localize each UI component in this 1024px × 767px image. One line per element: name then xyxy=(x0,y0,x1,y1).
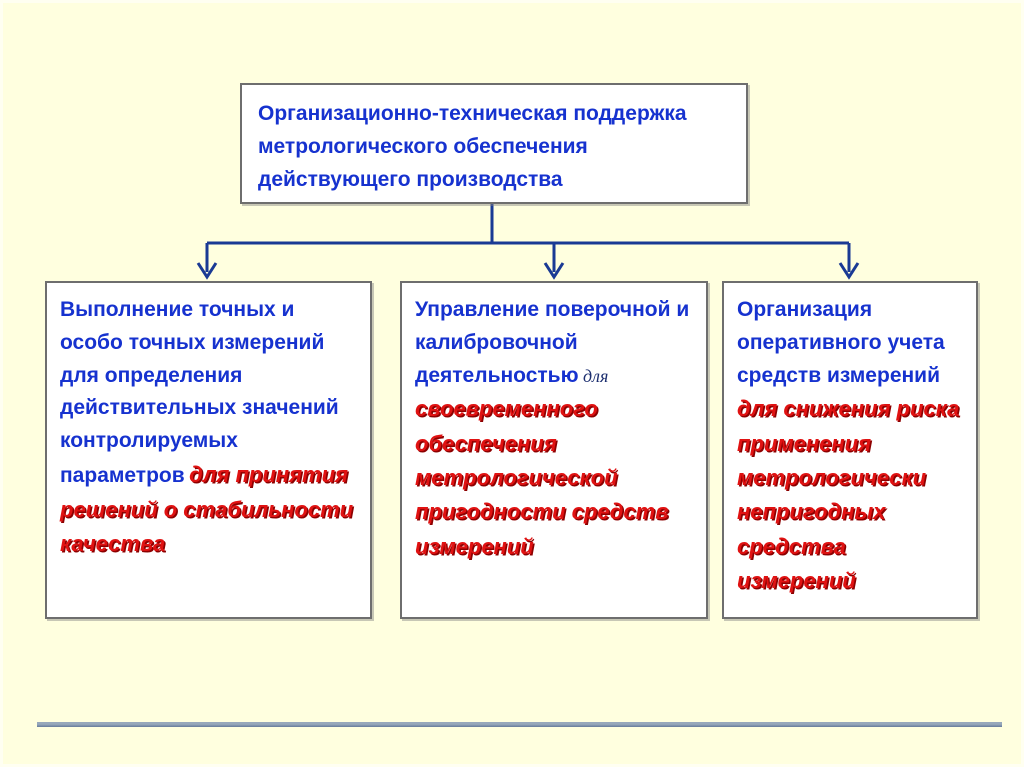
branch-box-verification-management xyxy=(400,281,708,619)
branch-box-operational-accounting xyxy=(722,281,978,619)
branch-1-red-text: для принятия решений о стабильности качества xyxy=(60,461,354,556)
branch-3-red-text: для снижения риска применения метрологически непригодных средства измерений xyxy=(737,396,960,593)
branch-3-blue-text: Организация оперативного учета средств измерений xyxy=(737,298,945,387)
arrowhead-right-icon xyxy=(840,263,858,277)
root-box xyxy=(240,83,748,204)
branch-2-connector-word: для xyxy=(582,365,609,386)
root-box-text: Организационно-техническая поддержка метрологического обеспечения действующего производства xyxy=(258,102,687,192)
bottom-divider xyxy=(37,722,1002,727)
connector-tree xyxy=(198,204,858,277)
arrowhead-left-icon xyxy=(198,263,216,277)
branch-2-red-text: своевременного обеспечения метрологической пригодности средств измерений xyxy=(415,396,669,559)
branch-box-precise-measurements xyxy=(45,281,372,619)
arrowhead-middle-icon xyxy=(545,263,563,277)
branch-1-blue-text: Выполнение точных и особо точных измерений для определения действительных значений контролируемых параметров xyxy=(60,298,339,487)
branch-2-blue-text: Управление поверочной и калибровочной деятельностью xyxy=(415,298,690,387)
